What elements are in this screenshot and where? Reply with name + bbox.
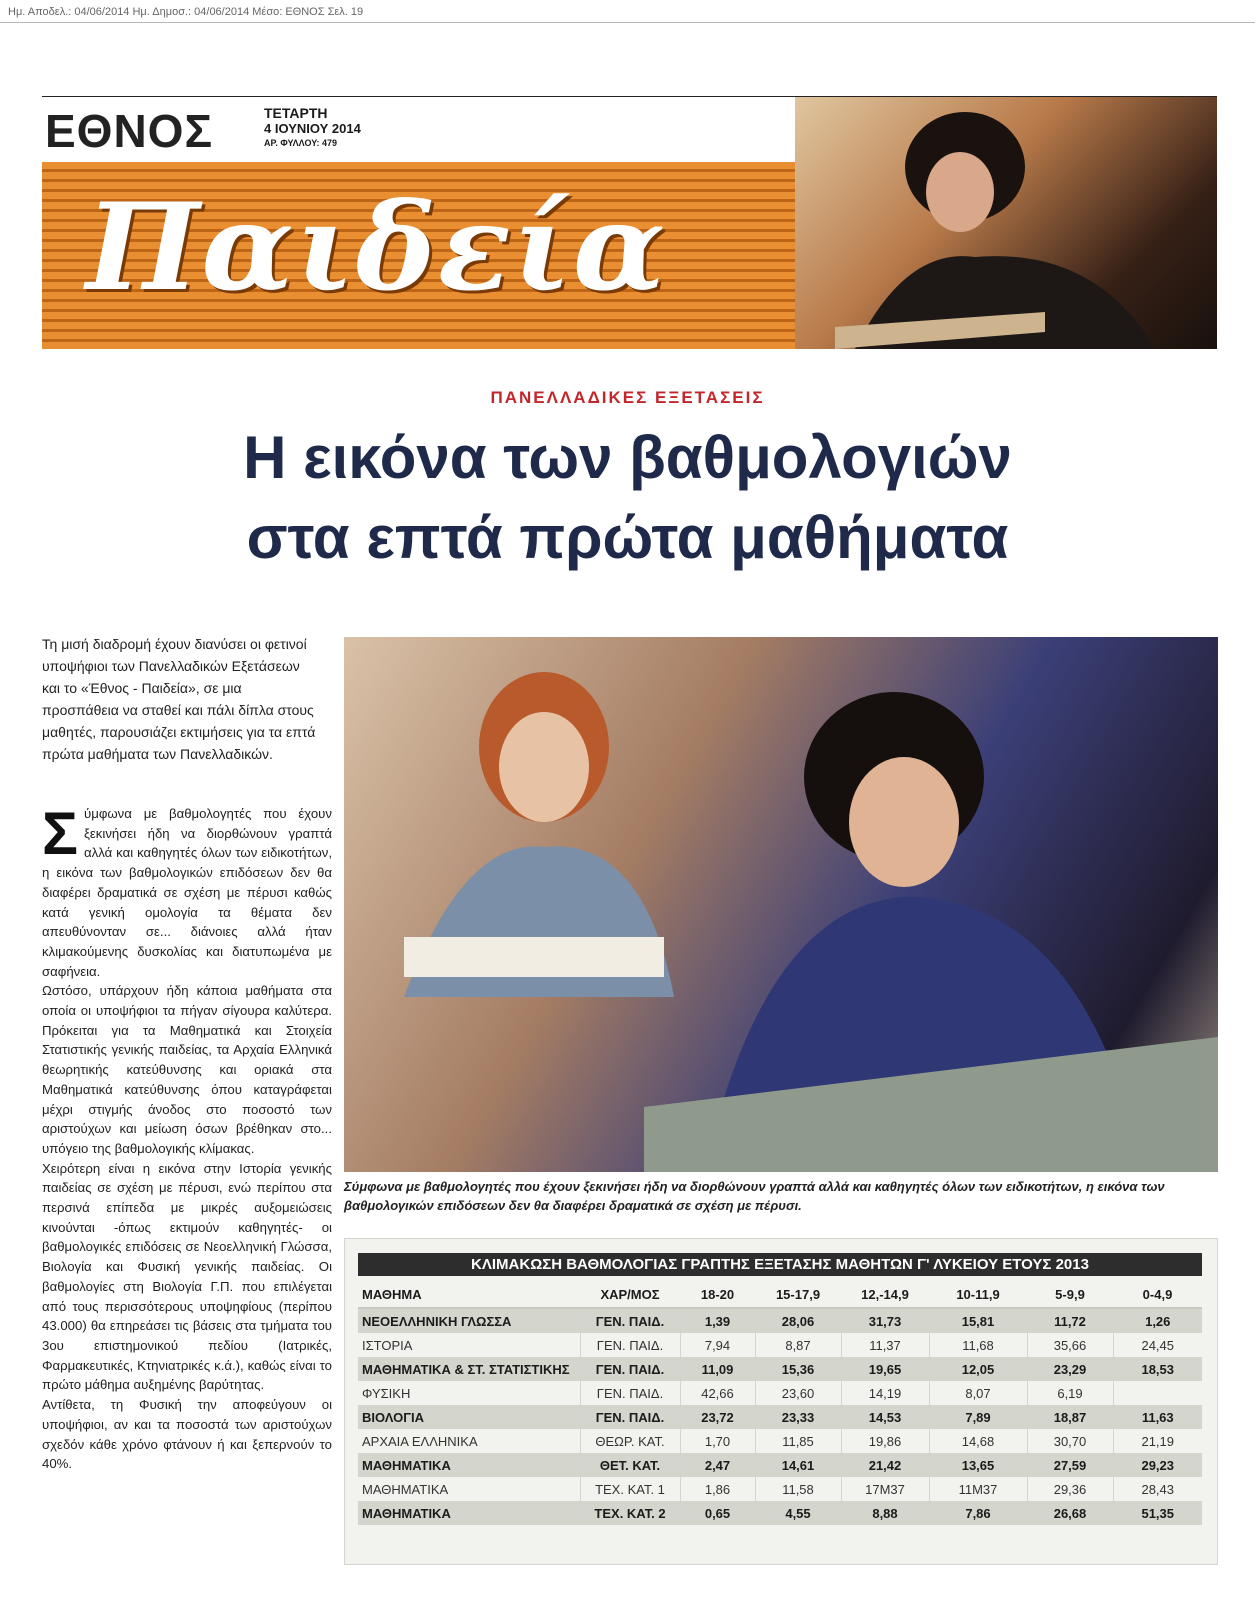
cell-value: 11,72 [1027, 1308, 1113, 1333]
clipping-meta: Ημ. Αποδελ.: 04/06/2014 Ημ. Δημοσ.: 04/06/2014 Μέσο: ΕΘΝΟΣ Σελ. 19 [8, 6, 364, 18]
body-paragraph-1 [42, 800, 332, 981]
cell-value: 1,26 [1113, 1308, 1202, 1333]
table-row [358, 1333, 1202, 1357]
table-row [358, 1501, 1202, 1525]
cell-value: 11,09 [680, 1357, 755, 1381]
col-header-18-20: 18-20 [680, 1282, 755, 1308]
cell-value: 23,60 [755, 1381, 841, 1405]
cell-subject: ΜΑΘΗΜΑΤΙΚΑ & ΣΤ. ΣΤΑΤΙΣΤΙΚΗΣ [358, 1357, 580, 1381]
cell-value: 11Μ37 [929, 1477, 1027, 1501]
cell-type: ΓΕΝ. ΠΑΙΔ. [580, 1381, 680, 1405]
cell-value [1113, 1381, 1202, 1405]
student-writing-photo [795, 97, 1217, 349]
table-header-row [358, 1282, 1202, 1308]
body-paragraph-4: Αντίθετα, τη Φυσική την αποφεύγουν οι υποψήφιοι, αν και τα ποσοστά των αριστούχων σχεδόν κάθε χρόνο φτάνουν ή και ξεπερνούν το 40%. [42, 1397, 332, 1472]
cell-value: 11,85 [755, 1429, 841, 1453]
cell-value: 35,66 [1027, 1333, 1113, 1357]
grades-table-title: ΚΛΙΜΑΚΩΣΗ ΒΑΘΜΟΛΟΓΙΑΣ ΓΡΑΠΤΗΣ ΕΞΕΤΑΣΗΣ ΜΑΘΗΤΩΝ Γ' ΛΥΚΕΙΟΥ ΕΤΟΥΣ 2013 [358, 1253, 1202, 1276]
cell-value: 23,72 [680, 1405, 755, 1429]
col-header-5-9: 5-9,9 [1027, 1282, 1113, 1308]
cell-type: ΘΕΤ. ΚΑΤ. [580, 1453, 680, 1477]
cell-value: 18,53 [1113, 1357, 1202, 1381]
article-lead: Τη μισή διαδρομή έχουν διανύσει οι φετινοί υποψήφιοι των Πανελλαδικών Εξετάσεων και το «Έθνος - Παιδεία», σε μια προσπάθεια να σταθεί και πάλι δίπλα στους μαθητές, παρουσιάζει εκτιμήσεις για τα επτά πρώτα μαθήματα των Πανελλαδικών. [42, 636, 316, 762]
cell-value: 7,89 [929, 1405, 1027, 1429]
cell-value: 12,05 [929, 1357, 1027, 1381]
cell-value: 2,47 [680, 1453, 755, 1477]
issue-day: ΤΕΤΑΡΤΗ [264, 105, 328, 121]
cell-value: 1,39 [680, 1308, 755, 1333]
classroom-students-icon [344, 637, 1218, 1172]
cell-value: 14,19 [841, 1381, 929, 1405]
cell-value: 29,36 [1027, 1477, 1113, 1501]
cell-type: ΘΕΩΡ. ΚΑΤ. [580, 1429, 680, 1453]
cell-value: 23,29 [1027, 1357, 1113, 1381]
meta-divider [0, 22, 1255, 23]
cell-value: 8,88 [841, 1501, 929, 1525]
cell-value: 11,68 [929, 1333, 1027, 1357]
article-body [42, 800, 332, 1474]
col-header-subject: ΜΑΘΗΜΑ [358, 1282, 580, 1308]
cell-value: 14,61 [755, 1453, 841, 1477]
cell-value: 11,58 [755, 1477, 841, 1501]
cell-value: 51,35 [1113, 1501, 1202, 1525]
headline-line-2: στα επτά πρώτα μαθήματα [246, 504, 1009, 571]
cell-value: 15,81 [929, 1308, 1027, 1333]
cell-value: 24,45 [1141, 1337, 1175, 1353]
exam-classroom-photo [344, 637, 1218, 1172]
cell-value: 14,53 [841, 1405, 929, 1429]
cell-subject: ΑΡΧΑΙΑ ΕΛΛΗΝΙΚΑ [358, 1429, 580, 1453]
table-row [358, 1381, 1202, 1405]
col-header-type: ΧΑΡ/ΜΟΣ [580, 1282, 680, 1308]
drop-cap: Σ [42, 800, 79, 867]
table-row [358, 1405, 1202, 1429]
cell-value: 17Μ37 [841, 1477, 929, 1501]
table-row [358, 1308, 1202, 1333]
cell-value: 0,65 [680, 1501, 755, 1525]
table-row [358, 1477, 1202, 1501]
table-row [358, 1357, 1202, 1381]
cell-subject: ΒΙΟΛΟΓΙΑ [358, 1405, 580, 1429]
col-header-10-11: 10-11,9 [929, 1282, 1027, 1308]
cell-value: 28,43 [1141, 1481, 1175, 1497]
cell-value: 11,63 [1113, 1405, 1202, 1429]
body-paragraph-1-text: ύμφωνα με βαθμολογητές που έχουν ξεκινήσει ήδη να διορθώνουν γραπτά αλλά και καθηγητές όλων των ειδικοτήτων, η εικόνα των βαθμολογικών επιδόσεων δεν θα διαφέρει δραματικά σε σχέση με πέρυσι καθώς κατά γενική ομολογία τα θέματα δεν απευθύνονταν σε... διάνοιες αλλά ήταν κλιμακούμενης δυσκολίας και διατυπωμένα με σαφήνεια. [42, 806, 332, 979]
cell-value: 27,59 [1027, 1453, 1113, 1477]
cell-type: ΓΕΝ. ΠΑΙΔ. [580, 1333, 680, 1357]
col-header-12-14: 12,-14,9 [841, 1282, 929, 1308]
headline-line-1: Η εικόνα των βαθμολογιών [243, 424, 1012, 491]
cell-value: 15,36 [755, 1357, 841, 1381]
date-block [264, 106, 361, 151]
cell-value: 28,06 [755, 1308, 841, 1333]
article-kicker: ΠΑΝΕΛΛΑΔΙΚΕΣ ΕΞΕΤΑΣΕΙΣ [490, 388, 765, 407]
cell-subject: ΙΣΤΟΡΙΑ [358, 1333, 580, 1357]
cell-value: 7,86 [929, 1501, 1027, 1525]
cell-value: 21,19 [1141, 1433, 1175, 1449]
photo-caption: Σύμφωνα με βαθμολογητές που έχουν ξεκινήσει ήδη να διορθώνουν γραπτά αλλά και καθηγητές όλων των ειδικοτήτων, η εικόνα των βαθμολογικών επιδόσεων δεν θα διαφέρει δραματικά σε σχέση με πέρυσι. [344, 1179, 1165, 1213]
cell-subject: ΜΑΘΗΜΑΤΙΚΑ [358, 1501, 580, 1525]
cell-type: ΤΕΧ. ΚΑΤ. 1 [580, 1477, 680, 1501]
grades-table [358, 1282, 1202, 1525]
col-header-15-17: 15-17,9 [755, 1282, 841, 1308]
cell-subject: ΜΑΘΗΜΑΤΙΚΑ [358, 1453, 580, 1477]
cell-subject: ΝΕΟΕΛΛΗΝΙΚΗ ΓΛΩΣΣΑ [358, 1308, 580, 1333]
cell-value: 8,07 [929, 1381, 1027, 1405]
col-header-0-4: 0-4,9 [1113, 1282, 1202, 1308]
article-headline [0, 418, 1255, 578]
cell-subject: ΜΑΘΗΜΑΤΙΚΑ [358, 1477, 580, 1501]
cell-type: ΓΕΝ. ΠΑΙΔ. [580, 1357, 680, 1381]
table-row [358, 1429, 1202, 1453]
issue-date: 4 ΙΟΥΝΙΟΥ 2014 [264, 121, 361, 136]
body-paragraph-3: Χειρότερη είναι η εικόνα στην Ιστορία γενικής παιδείας σε σχέση με πέρυσι, ενώ περίπου στα περσινά επίπεδα με μικρές αυξομειώσεις κινούνται -όπως εκτιμούν καθηγητές- οι βαθμολογικές επιδόσεις σε Νεοελληνική Γλώσσα, Βιολογία και Φυσική γενικής παιδείας. Οι βαθμολογίες στη Βιολογία Γ.Π. που επιλέγεται από τους περισσότερους υποψηφίους (περίπου 43.000) θα επηρεάσει τις βάσεις στα τμήματα του 3ου επιστημονικού πεδίου (Ιατρικές, Φαρμακευτικές, Κτηνιατρικές κ.ά.), καθώς είναι το πρώτο μάθημα αυξημένης βαρύτητας. [42, 1160, 332, 1393]
section-title: Παιδεία [86, 177, 668, 318]
cell-value: 4,55 [755, 1501, 841, 1525]
body-paragraph-2: Ωστόσο, υπάρχουν ήδη κάποια μαθήματα στα οποία οι υποψήφιοι τα πήγαν σίγουρα καλύτερα. Πρόκειται για τα Μαθηματικά και Στοιχεία Στατιστικής γενικής παιδείας, τα Αρχαία Ελληνικά θεωρητικής κατεύθυνσης και οριακά στα Μαθηματικά κατεύθυνσης όπου καταγράφεται μέχρι στιγμής άνοδος στο ποσοστό των αριστούχων και μείωση όσων βρέθηκαν στο... υπόγειο της βαθμολογικής κλίμακας. [42, 983, 332, 1156]
student-silhouette-icon [795, 97, 1217, 349]
cell-value: 29,23 [1113, 1453, 1202, 1477]
cell-value: 14,68 [929, 1429, 1027, 1453]
cell-value: 31,73 [841, 1308, 929, 1333]
cell-value: 19,65 [841, 1357, 929, 1381]
table-row [358, 1453, 1202, 1477]
cell-value: 7,94 [680, 1333, 755, 1357]
cell-value: 11,37 [841, 1333, 929, 1357]
cell-type: ΓΕΝ. ΠΑΙΔ. [580, 1308, 680, 1333]
cell-value: 21,42 [841, 1453, 929, 1477]
cell-subject: ΦΥΣΙΚΗ [358, 1381, 580, 1405]
cell-value: 6,19 [1027, 1381, 1113, 1405]
cell-value: 23,33 [755, 1405, 841, 1429]
newspaper-logo: ΕΘΝΟΣ [45, 105, 214, 157]
issue-number: ΑΡ. ΦΥΛΛΟΥ: 479 [264, 138, 338, 148]
cell-value: 1,70 [680, 1429, 755, 1453]
cell-value: 19,86 [841, 1429, 929, 1453]
cell-type: ΤΕΧ. ΚΑΤ. 2 [580, 1501, 680, 1525]
cell-value: 1,86 [680, 1477, 755, 1501]
cell-value: 26,68 [1027, 1501, 1113, 1525]
cell-type: ΓΕΝ. ΠΑΙΔ. [580, 1405, 680, 1429]
cell-value: 30,70 [1027, 1429, 1113, 1453]
cell-value: 18,87 [1027, 1405, 1113, 1429]
cell-value: 13,65 [929, 1453, 1027, 1477]
cell-value: 8,87 [755, 1333, 841, 1357]
cell-value: 42,66 [680, 1381, 755, 1405]
